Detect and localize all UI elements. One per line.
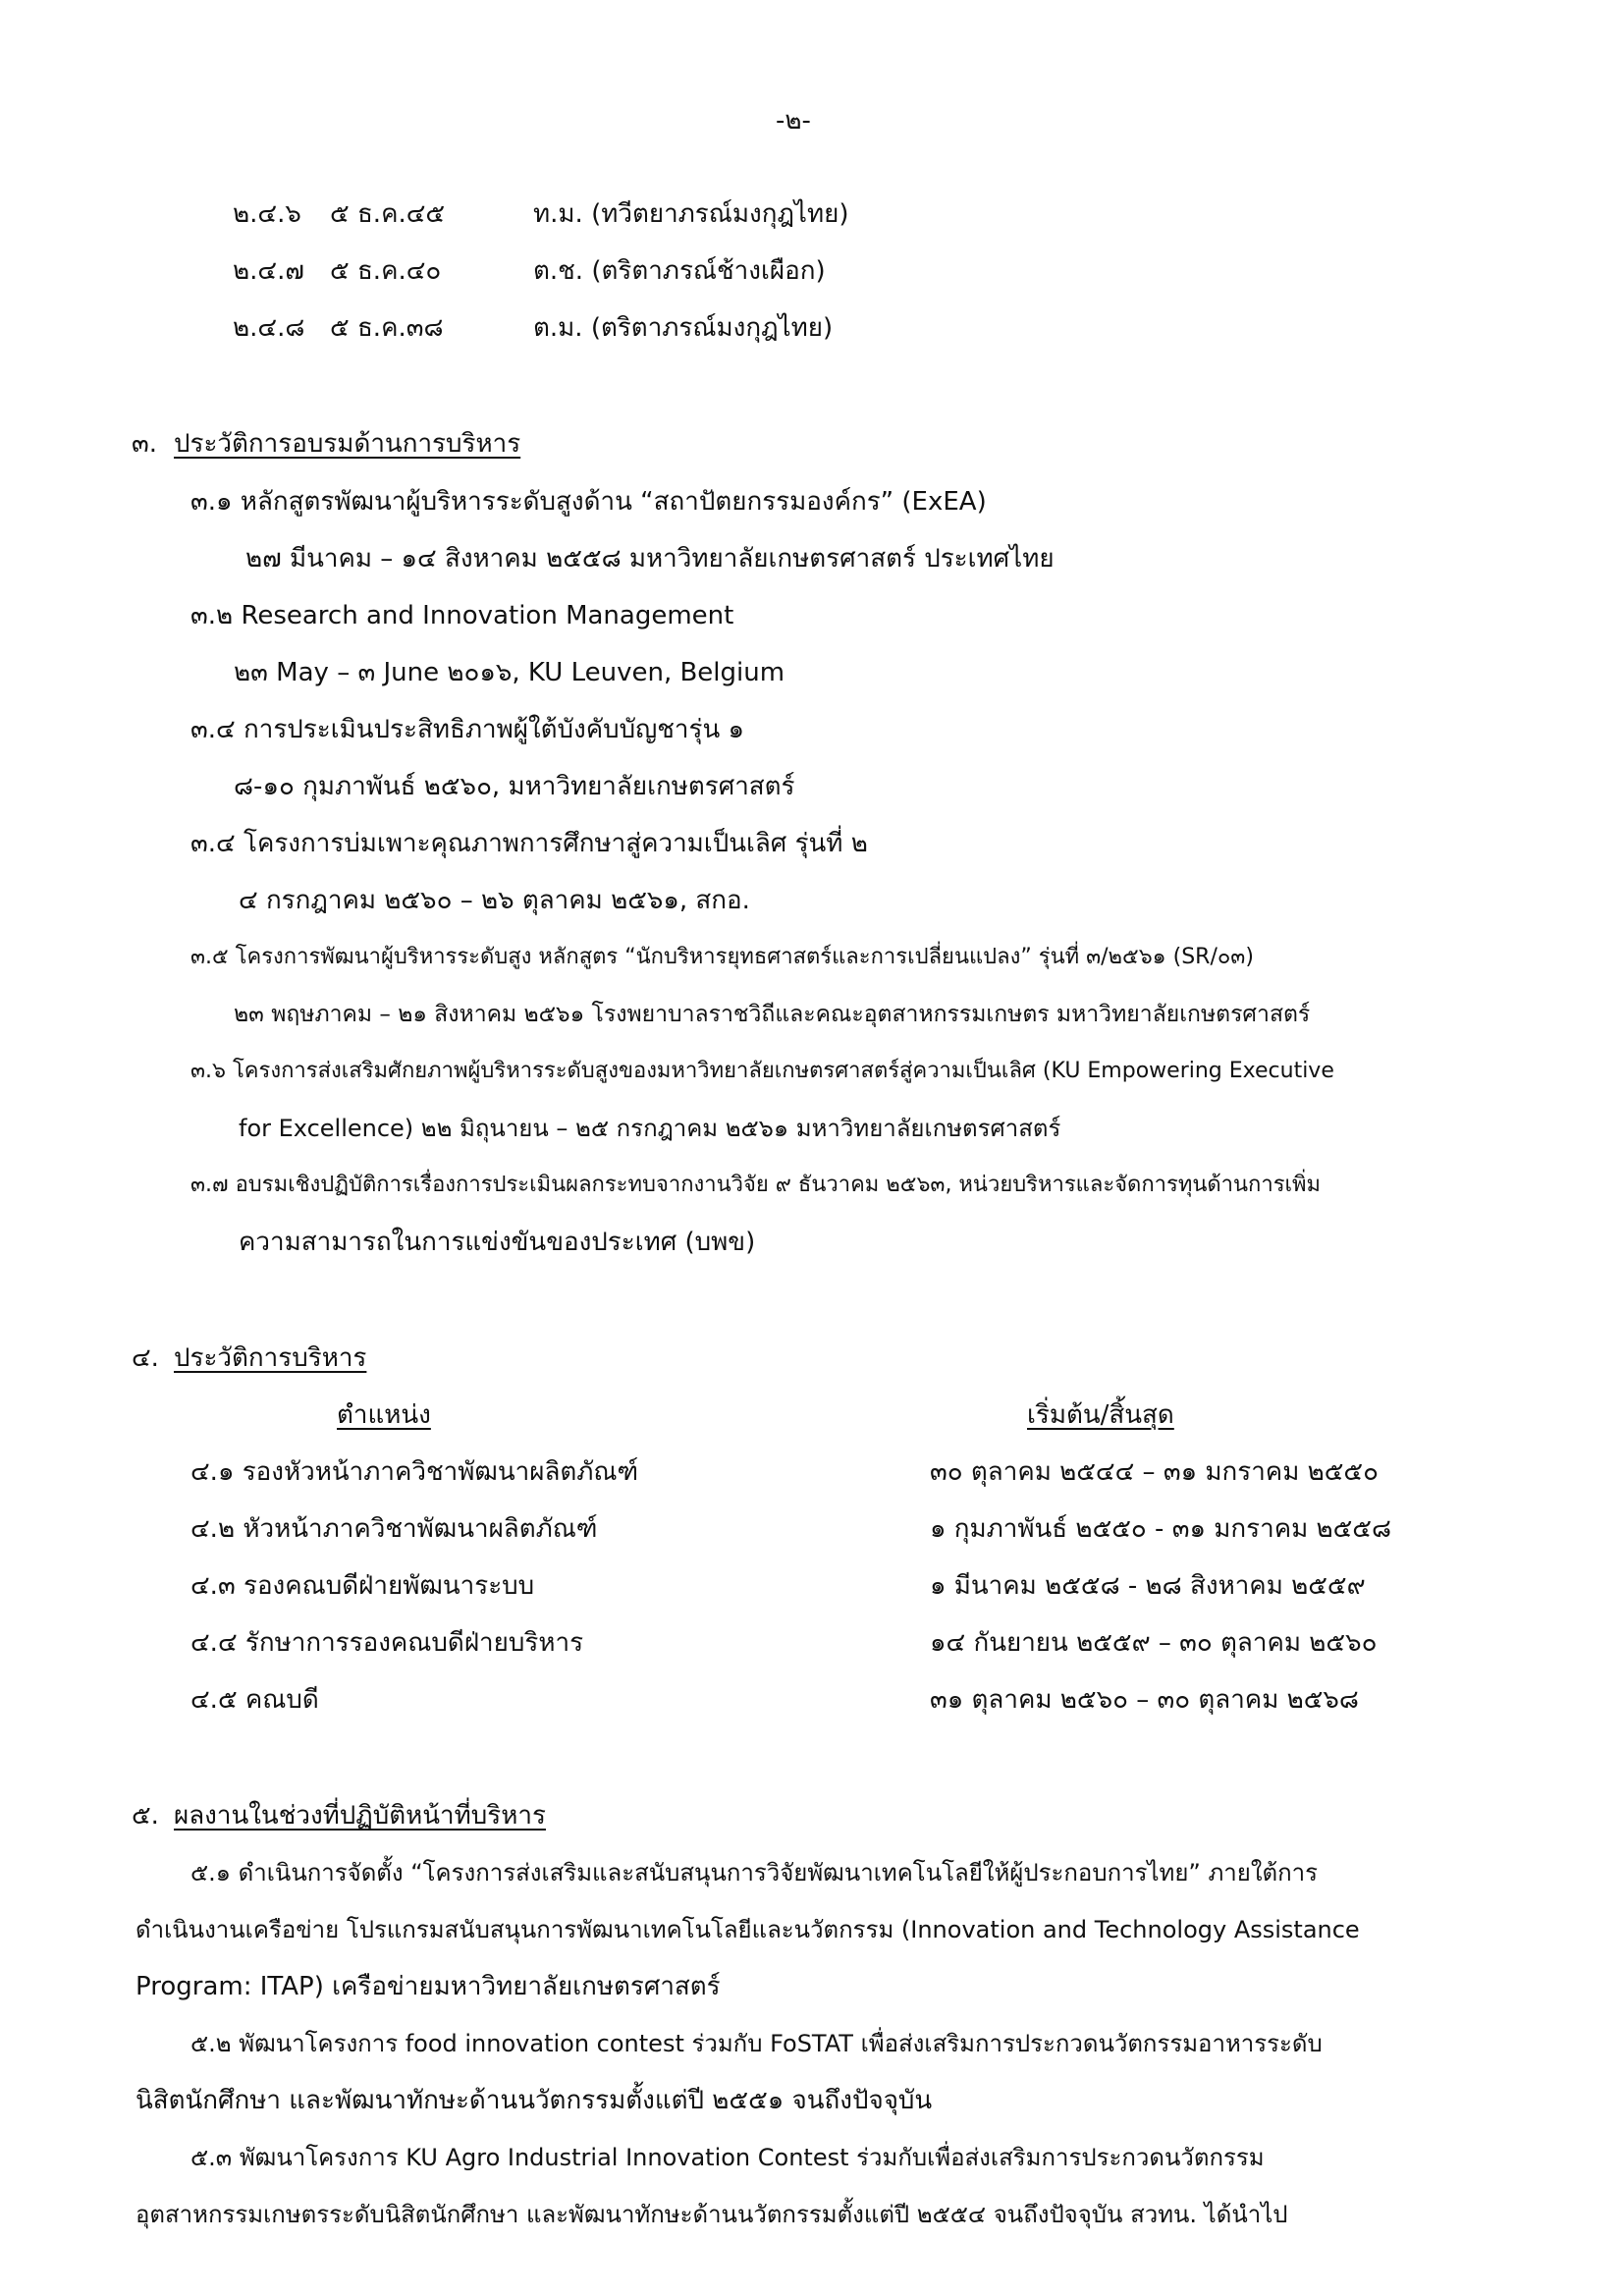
award-date: ๕ ธ.ค.๔๐: [330, 256, 442, 286]
award-code: ๒.๔.๖: [233, 199, 301, 229]
achievement-line: ๕.๓ พัฒนาโครงการ KU Agro Industrial Innovation Contest ร่วมกับเพื่อส่งเสริมการประกวดนวัตกรรม: [190, 2144, 1265, 2171]
section-number: ๔.: [132, 1343, 159, 1373]
training-line: ๓.๕ โครงการพัฒนาผู้บริหารระดับสูง หลักสูตร “นักบริหารยุทธศาสตร์และการเปลี่ยนแปลง” รุ่นที่ ๓/๒๕๖๑ (SR/๐๓): [190, 945, 1254, 969]
page-number: -๒-: [776, 106, 811, 136]
training-line: ความสามารถในการแข่งขันของประเทศ (บพข): [239, 1228, 756, 1257]
admin-position: ๔.๒ หัวหน้าภาควิชาพัฒนาผลิตภัณฑ์: [190, 1514, 598, 1544]
achievement-line: ๕.๒ พัฒนาโครงการ food innovation contest ร่วมกับ FoSTAT เพื่อส่งเสริมการประกวดนวัตกรรมอาหารระดับ: [190, 2030, 1323, 2057]
admin-position: ๔.๔ รักษาการรองคณบดีฝ่ายบริหาร: [190, 1628, 584, 1658]
training-line: ๒๓ พฤษภาคม – ๒๑ สิงหาคม ๒๕๖๑ โรงพยาบาลราชวิถีและคณะอุตสาหกรรมเกษตร มหาวิทยาลัยเกษตรศาสตร์: [234, 1002, 1311, 1027]
achievement-line: ๕.๑ ดำเนินการจัดตั้ง “โครงการส่งเสริมและสนับสนุนการวิจัยพัฒนาเทคโนโลยีให้ผู้ประกอบการไทย” ภายใต้การ: [190, 1859, 1319, 1886]
award-date: ๕ ธ.ค.๔๕: [330, 199, 446, 229]
achievement-line: Program: ITAP) เครือข่ายมหาวิทยาลัยเกษตรศาสตร์: [135, 1972, 721, 2001]
admin-period: ๓๑ ตุลาคม ๒๕๖๐ – ๓๐ ตุลาคม ๒๕๖๘: [930, 1685, 1359, 1715]
admin-position: ๔.๓ รองคณบดีฝ่ายพัฒนาระบบ: [190, 1571, 535, 1601]
column-header-position: ตำแหน่ง: [337, 1400, 431, 1430]
award-date: ๕ ธ.ค.๓๘: [330, 313, 444, 343]
training-line: ๓.๒ Research and Innovation Management: [190, 601, 734, 630]
training-line: ๓.๗ อบรมเชิงปฏิบัติการเรื่องการประเมินผลกระทบจากงานวิจัย ๙ ธันวาคม ๒๕๖๓, หน่วยบริหารและจัดการทุนด้านการเพิ่ม: [190, 1173, 1322, 1197]
training-line: ๒๓ May – ๓ June ๒๐๑๖, KU Leuven, Belgium: [234, 658, 785, 687]
training-line: ๓.๔ โครงการบ่มเพาะคุณภาพการศึกษาสู่ความเป็นเลิศ รุ่นที่ ๒: [190, 829, 868, 858]
achievement-line: ดำเนินงานเครือข่าย โปรแกรมสนับสนุนการพัฒนาเทคโนโลยีและนวัตกรรม (Innovation and Technology Assistance: [135, 1916, 1360, 1943]
column-header-period: เริ่มต้น/สิ้นสุด: [1027, 1400, 1174, 1430]
section-number: ๕.: [132, 1801, 159, 1831]
training-line: ๒๗ มีนาคม – ๑๔ สิงหาคม ๒๕๕๘ มหาวิทยาลัยเกษตรศาสตร์ ประเทศไทย: [245, 544, 1055, 574]
section-number: ๓.: [132, 429, 158, 459]
training-line: ๓.๑ หลักสูตรพัฒนาผู้บริหารระดับสูงด้าน “สถาปัตยกรรมองค์กร” (ExEA): [190, 487, 987, 517]
achievement-line: นิสิตนักศึกษา และพัฒนาทักษะด้านนวัตกรรมตั้งแต่ปี ๒๕๕๑ จนถึงปัจจุบัน: [135, 2086, 933, 2115]
training-line: ๓.๖ โครงการส่งเสริมศักยภาพผู้บริหารระดับสูงของมหาวิทยาลัยเกษตรศาสตร์สู่ความเป็นเลิศ (KU Empowering Executive: [190, 1059, 1334, 1083]
award-code: ๒.๔.๘: [233, 313, 305, 343]
award-desc: ต.ช. (ตริตาภรณ์ช้างเผือก): [533, 256, 826, 286]
award-code: ๒.๔.๗: [233, 256, 304, 286]
admin-period: ๓๐ ตุลาคม ๒๕๔๔ – ๓๑ มกราคม ๒๕๕๐: [930, 1457, 1379, 1487]
training-line: ๔ กรกฎาคม ๒๕๖๐ – ๒๖ ตุลาคม ๒๕๖๑, สกอ.: [239, 886, 750, 915]
admin-period: ๑๔ กันยายน ๒๕๕๙ – ๓๐ ตุลาคม ๒๕๖๐: [930, 1628, 1378, 1658]
section-title: ประวัติการบริหาร: [174, 1343, 367, 1373]
admin-period: ๑ มีนาคม ๒๕๕๘ - ๒๘ สิงหาคม ๒๕๕๙: [930, 1571, 1366, 1601]
admin-position: ๔.๑ รองหัวหน้าภาควิชาพัฒนาผลิตภัณฑ์: [190, 1457, 639, 1487]
admin-position: ๔.๕ คณบดี: [190, 1685, 319, 1715]
achievement-line: อุตสาหกรรมเกษตรระดับนิสิตนักศึกษา และพัฒนาทักษะด้านนวัตกรรมตั้งแต่ปี ๒๕๕๔ จนถึงปัจจุบัน สวทน. ได้นำไป: [135, 2201, 1288, 2228]
award-desc: ท.ม. (ทวีตยาภรณ์มงกุฎไทย): [533, 199, 849, 229]
section-title: ผลงานในช่วงที่ปฏิบัติหน้าที่บริหาร: [174, 1801, 546, 1831]
award-desc: ต.ม. (ตริตาภรณ์มงกุฎไทย): [533, 313, 834, 343]
section-title: ประวัติการอบรมด้านการบริหาร: [174, 429, 521, 459]
training-line: ๓.๔ การประเมินประสิทธิภาพผู้ใต้บังคับบัญชารุ่น ๑: [190, 715, 745, 744]
training-line: ๘-๑๐ กุมภาพันธ์ ๒๕๖๐, มหาวิทยาลัยเกษตรศาสตร์: [234, 772, 795, 801]
training-line: for Excellence) ๒๒ มิถุนายน – ๒๕ กรกฎาคม ๒๕๖๑ มหาวิทยาลัยเกษตรศาสตร์: [239, 1115, 1061, 1142]
admin-period: ๑ กุมภาพันธ์ ๒๕๕๐ - ๓๑ มกราคม ๒๕๕๘: [930, 1514, 1392, 1544]
